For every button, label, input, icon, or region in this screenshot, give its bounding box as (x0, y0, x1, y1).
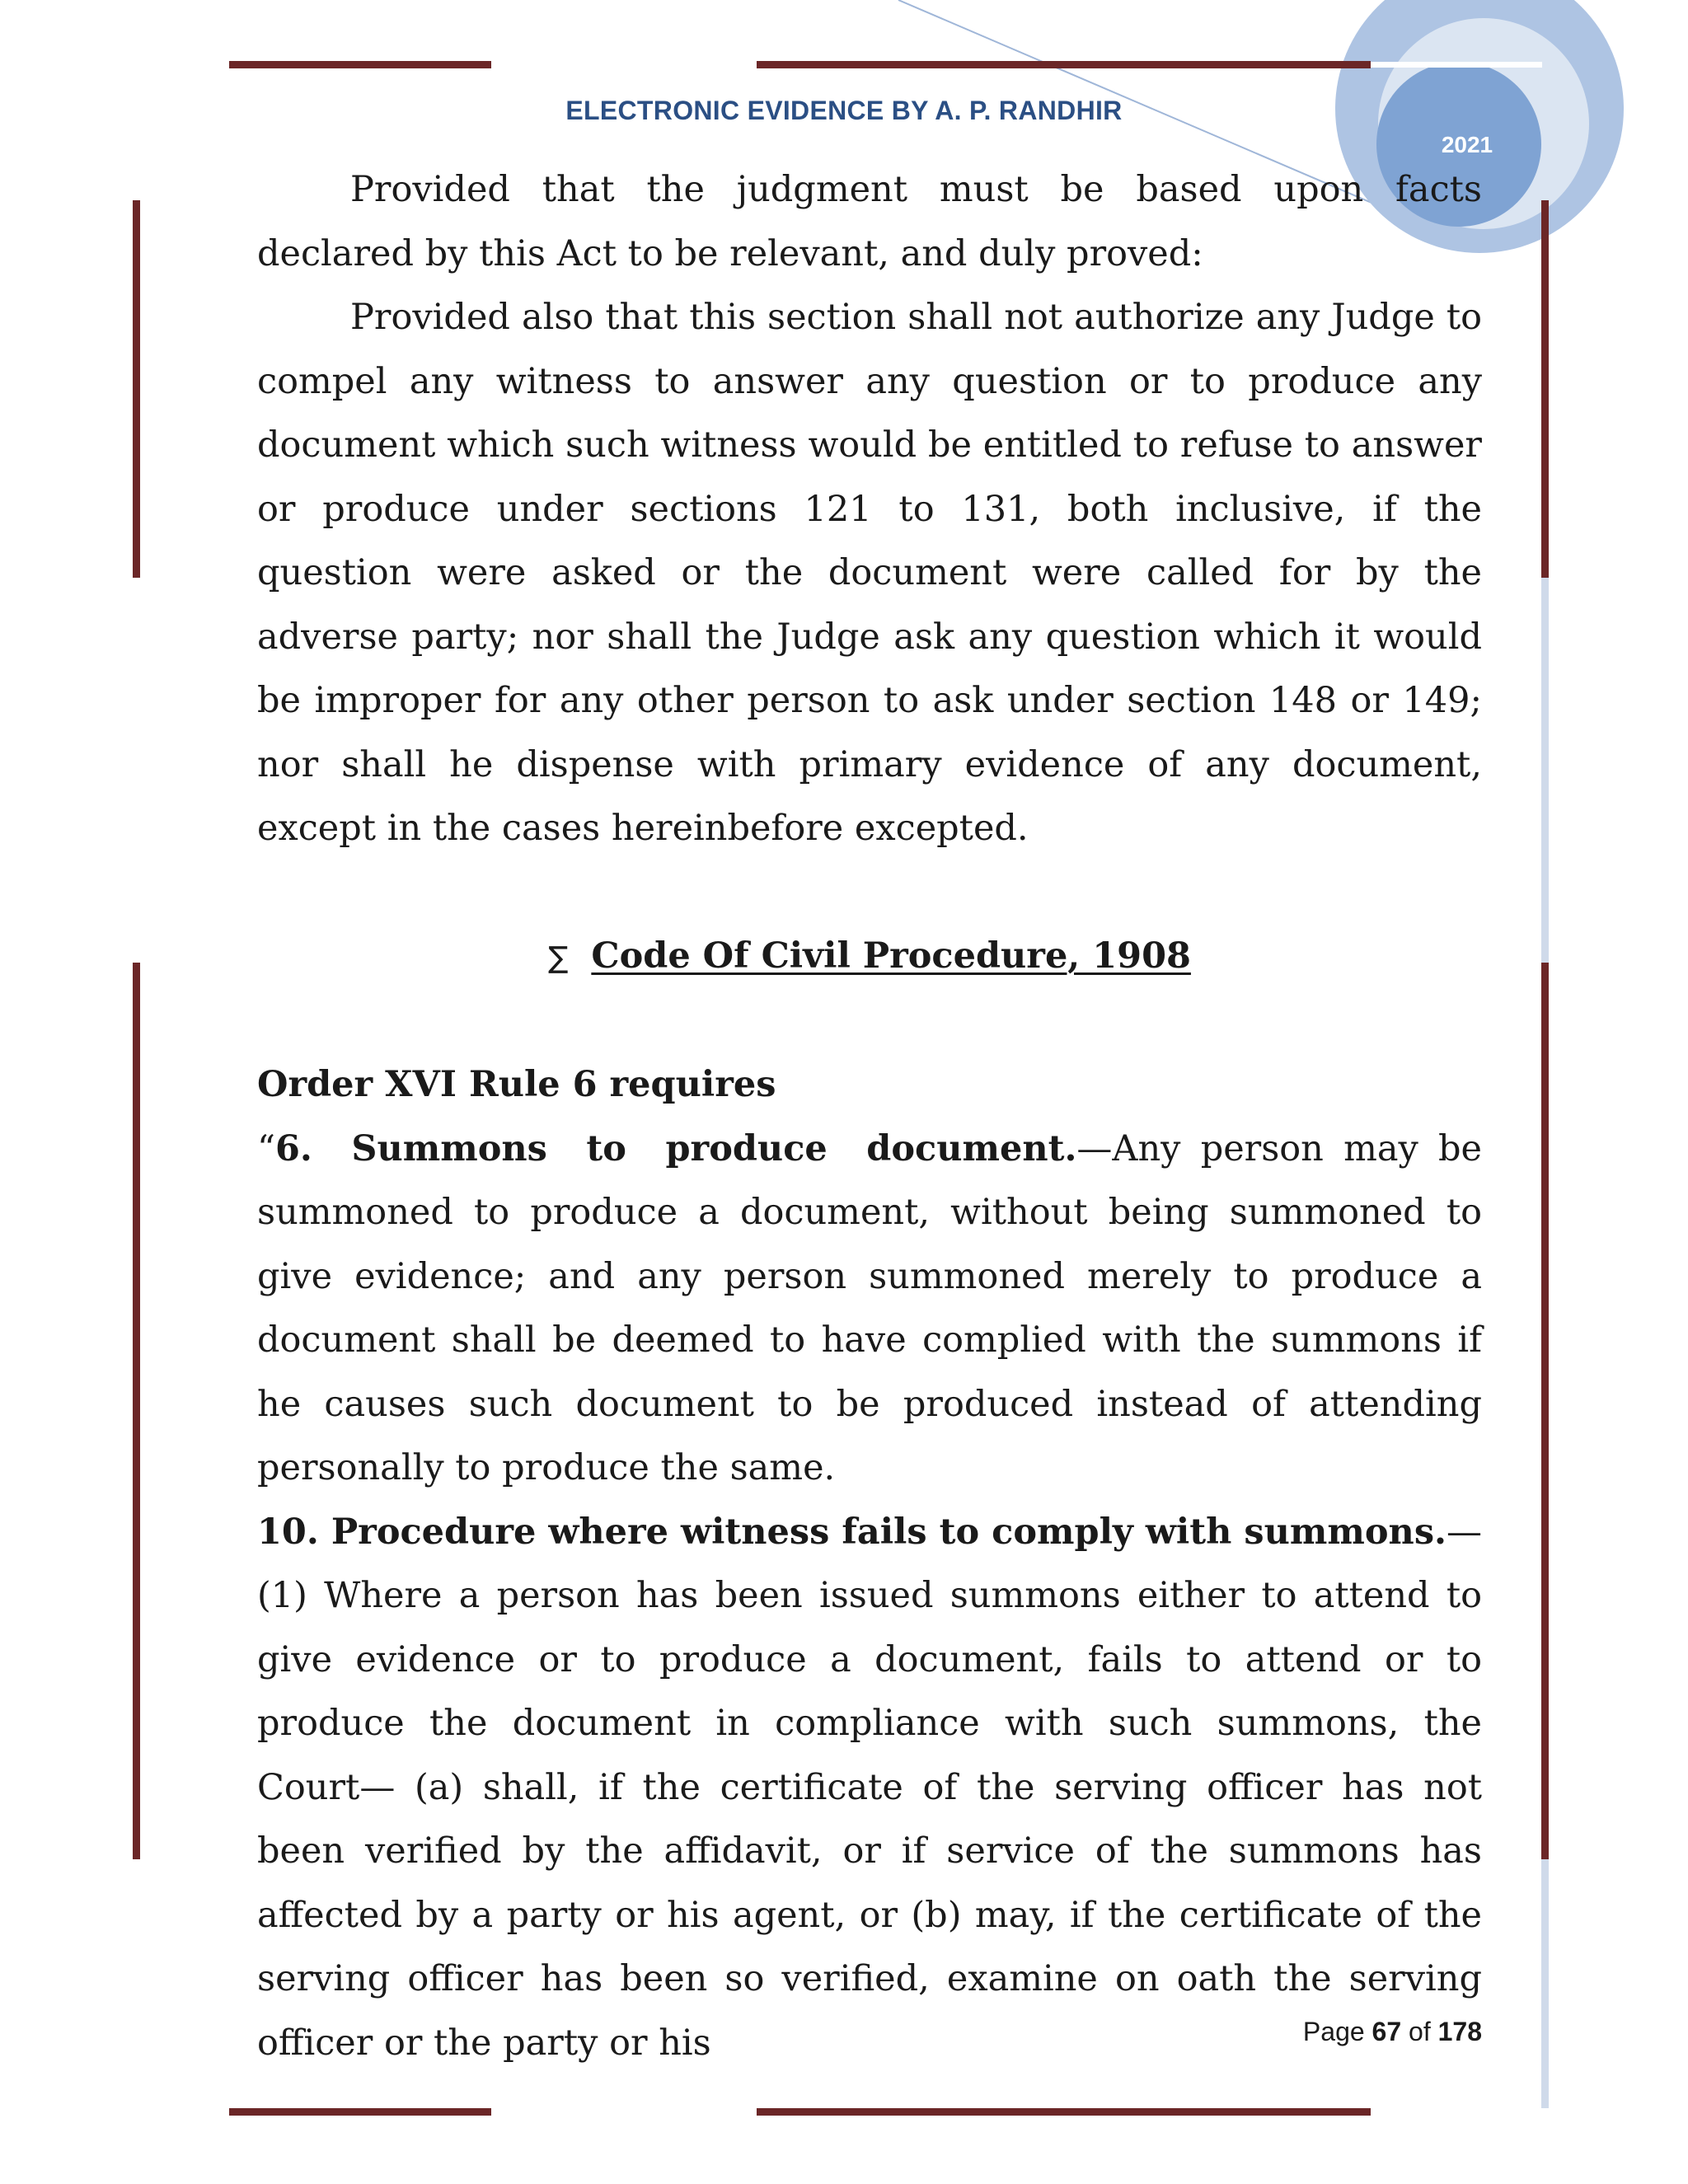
section-heading (257, 925, 1482, 991)
rule-6-text: —Any person may be summoned to produce a document, without being summoned to give evidence; and any person summoned merely to produce a document shall be deemed to have complied with the summons if he causes such document to be produced instead of attending personally to produce the same. (257, 1127, 1482, 1488)
right-rule-upper (1541, 200, 1549, 578)
page-of: of (1409, 2017, 1431, 2046)
left-rule-lower (133, 963, 140, 1859)
section-title: Code Of Civil Procedure, 1908 (591, 935, 1191, 977)
paragraph-proviso-1: Provided that the judgment must be based upon facts declared by this Act to be relevant, and duly proved: (257, 169, 1482, 274)
page-number (1303, 2017, 1482, 2047)
paragraph-proviso-2: Provided also that this section shall not authorize any Judge to compel any witness to answer any question or to produce any document which such witness would be entitled to refuse to answer or produce under sections 121 to 131, both inclusive, if the question were asked or the document were called for by the adverse party; nor shall the Judge ask any question which it would be improper for any other person to ask under section 148 or 149; nor shall he dispense with primary evidence of any document, except in the cases hereinbefore excepted. (257, 297, 1482, 849)
page-current: 67 (1372, 2017, 1402, 2046)
document-body (257, 158, 1482, 2075)
right-rule-lower (1541, 963, 1549, 1859)
top-rule-white-segment (1371, 62, 1542, 68)
rule-10-heading: 10. Procedure where witness fails to comply with summons. (257, 1511, 1447, 1553)
right-rule-lower-light (1541, 1859, 1549, 2108)
rule-6-paragraph (257, 1118, 1482, 1501)
order-heading: Order XVI Rule 6 requires (257, 1064, 776, 1105)
bottom-rule-right (757, 2108, 1371, 2116)
top-rule-left (229, 61, 491, 68)
header-year: 2021 (1441, 132, 1493, 157)
bottom-rule-left (229, 2108, 491, 2116)
rule-10-paragraph (257, 1501, 1482, 2076)
rule-10-text: —(1) Where a person has been issued summons either to attend to give evidence or to produce a document, fails to attend or to produce the document in compliance with such summons, the Court— (a) shall, if the certificate of the serving officer has not been verified by the affidavit, or if service of the summons has affected by a party or his agent, or (b) may, if the certificate of the serving officer has been so verified, examine on oath the serving officer or the party or his (257, 1511, 1482, 2064)
page-total: 178 (1437, 2017, 1482, 2046)
sigma-bullet-icon: ∑ (548, 940, 569, 975)
page-prefix: Page (1302, 2017, 1365, 2046)
left-rule-upper (133, 200, 140, 578)
rule-6-heading: 6. Summons to produce document. (274, 1127, 1077, 1169)
top-rule-right (757, 61, 1371, 68)
running-header-title: ELECTRONIC EVIDENCE BY A. P. RANDHIR (565, 96, 1123, 125)
open-quote: “ (257, 1127, 275, 1169)
right-rule-upper-light (1541, 578, 1549, 963)
